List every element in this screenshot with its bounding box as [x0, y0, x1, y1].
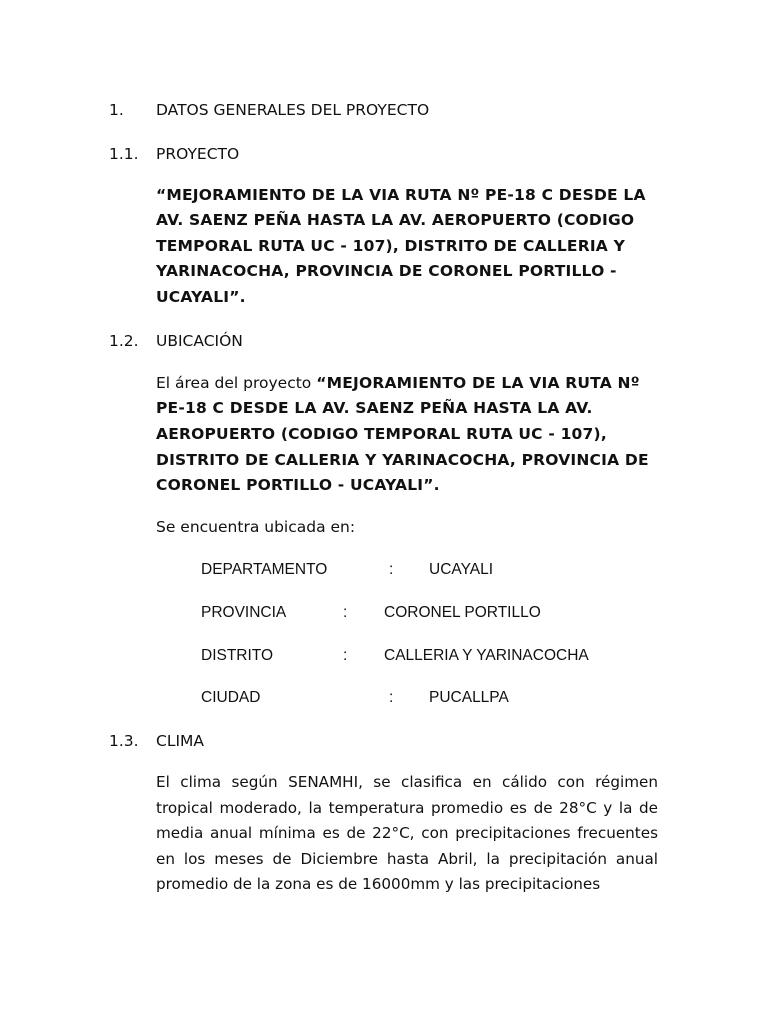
project-name-line: “MEJORAMIENTO DE LA VIA RUTA Nº PE-18 C DESDE LA [156, 186, 646, 204]
department-label: DEPARTAMENTO [201, 561, 328, 578]
located-in-text: Se encuentra ubicada en: [156, 518, 356, 536]
department-separator: : [389, 561, 394, 578]
project-name-line: DISTRITO DE CALLERIA Y YARINACOCHA, PROVINCIA DE [156, 451, 649, 469]
city-separator: : [389, 689, 394, 706]
project-name-line: YARINACOCHA, PROVINCIA DE CORONEL PORTILLO - [156, 262, 617, 280]
section-1-3-title: CLIMA [156, 732, 205, 750]
project-name-inline: “MEJORAMIENTO DE LA VIA RUTA Nº [316, 374, 640, 392]
district-separator: : [343, 647, 348, 664]
province-value: CORONEL PORTILLO [384, 604, 541, 621]
climate-paragraph: El clima según SENAMHI, se clasifica en cálido con régimen tropical moderado, la temperatura promedio es de 28°C y la de media anual mínima es de 22°C, con precipitaciones frecuentes en los meses de Diciembre hasta Abril, la precipitación anual promedio de la zona es de 16000mm y las precipitaciones [156, 773, 658, 893]
section-1-1-number: 1.1. [109, 145, 139, 163]
city-label: CIUDAD [201, 689, 261, 706]
project-name-line: UCAYALI”. [156, 288, 246, 306]
department-value: UCAYALI [429, 561, 494, 578]
province-label: PROVINCIA [201, 604, 287, 621]
section-1-number: 1. [109, 101, 124, 119]
section-1-3-number: 1.3. [109, 732, 139, 750]
project-name-line: AV. SAENZ PEÑA HASTA LA AV. AEROPUERTO (CODIGO [156, 211, 635, 229]
district-label: DISTRITO [201, 647, 274, 664]
project-name-line: AEROPUERTO (CODIGO TEMPORAL RUTA UC - 107), [156, 425, 607, 443]
section-1-2-title: UBICACIÓN [156, 332, 243, 350]
city-value: PUCALLPA [429, 689, 509, 706]
section-1-1-title: PROYECTO [156, 145, 240, 163]
district-value: CALLERIA Y YARINACOCHA [384, 647, 589, 664]
section-1-2-number: 1.2. [109, 332, 139, 350]
location-intro-text: El área del proyecto [156, 374, 317, 392]
section-1-title: DATOS GENERALES DEL PROYECTO [156, 101, 430, 119]
project-name-line: CORONEL PORTILLO - UCAYALI”. [156, 476, 440, 494]
location-intro-line [156, 373, 640, 392]
project-name-line: TEMPORAL RUTA UC - 107), DISTRITO DE CALLERIA Y [156, 237, 626, 255]
project-name-line: PE-18 C DESDE LA AV. SAENZ PEÑA HASTA LA AV. [156, 399, 593, 417]
province-separator: : [343, 604, 348, 621]
